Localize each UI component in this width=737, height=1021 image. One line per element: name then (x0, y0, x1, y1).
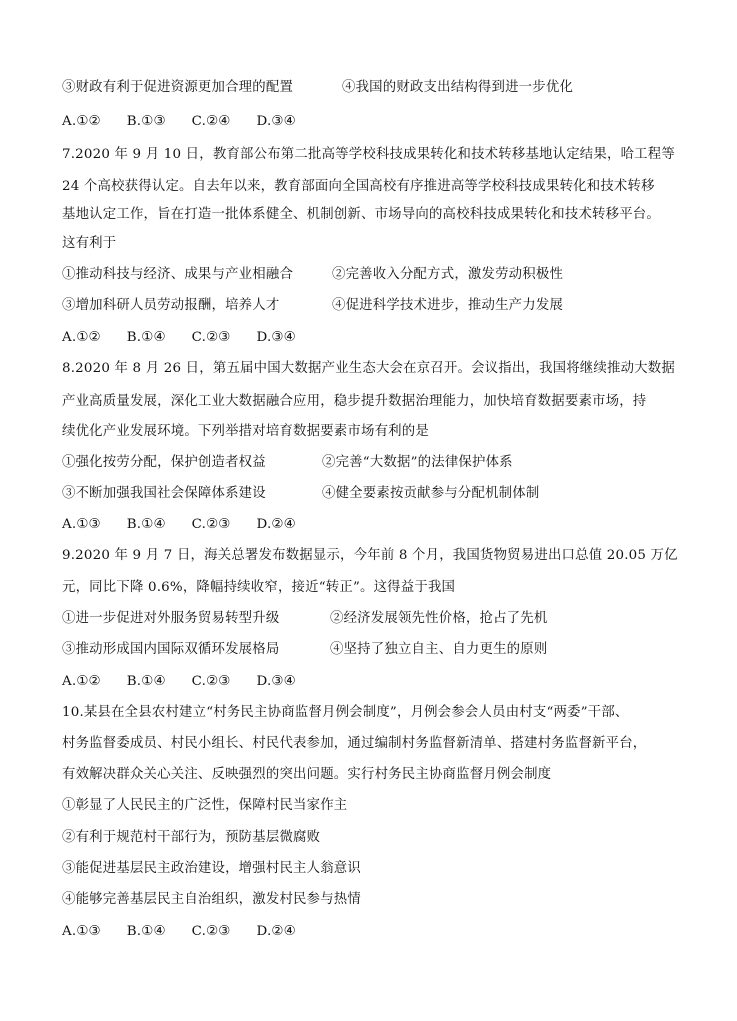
q7-stem-line-2: 24 个高校获得认定。自去年以来，教育部面向全国高校有序推进高等学校科技成果转化和技术转移 (62, 179, 655, 194)
q8-stem-line-3: 续优化产业发展环境。下列举措对培育数据要素市场有利的是 (62, 424, 429, 439)
q7-option-3: ③增加科研人员劳动报酬，培养人才 (62, 298, 280, 313)
q8-options-row-1 (62, 453, 513, 473)
q9-answer-c: C.②③ (191, 674, 231, 689)
q7-stem-line-1: 7.2020 年 9 月 10 日，教育部公布第二批高等学校科技成果转化和技术转移基地认定结果，哈工程等 (62, 147, 675, 162)
q10-stem-line-3: 有效解决群众关心关注、反映强烈的突出问题。实行村务民主协商监督月例会制度 (62, 767, 552, 782)
q8-answer-c: C.②③ (191, 517, 231, 532)
q8-stem-line-1: 8.2020 年 8 月 26 日，第五届中国大数据产业生态大会在京召开。会议指出，我国将继续推动大数据 (62, 361, 675, 376)
q10-answer-a: A.①③ (62, 924, 101, 939)
q8-stem-line-2: 产业高质量发展，深化工业大数据融合应用，稳步提升数据治理能力，加快培育数据要素市场，持 (62, 394, 647, 409)
q10-option-4: ④能够完善基层民主自治组织，激发村民参与热情 (62, 892, 361, 907)
q7-answer-c: C.②③ (191, 330, 231, 345)
q8-option-2: ②完善“大数据”的法律保护体系 (322, 455, 513, 470)
q10-option-3: ③能促进基层民主政治建设，增强村民主人翁意识 (62, 861, 361, 876)
q6-answer-b: B.①③ (126, 114, 166, 129)
q9-answer-d: D.③④ (256, 674, 296, 689)
q7-option-4: ④促进科学技术进步，推动生产力发展 (332, 298, 564, 313)
q9-answer-a: A.①② (62, 674, 101, 689)
q10-answer-d: D.②④ (256, 924, 296, 939)
q7-stem-line-3: 基地认定工作，旨在打造一批体系健全、机制创新、市场导向的高校科技成果转化和技术转移平台。 (62, 207, 660, 222)
q10-option-1: ①彰显了人民民主的广泛性，保障村民当家作主 (62, 798, 348, 813)
q6-answer-a: A.①② (62, 114, 101, 129)
q6-options-row-2 (62, 78, 573, 98)
q6-option-3: ③财政有利于促进资源更加合理的配置 (62, 80, 294, 95)
q9-option-4: ④坚持了独立自主、自力更生的原则 (330, 642, 548, 657)
q9-stem-line-2: 元，同比下降 0.6%，降幅持续收窄，接近“转正”。这得益于我国 (62, 580, 456, 595)
q6-answer-c: C.②④ (191, 114, 231, 129)
q6-answers (62, 112, 322, 132)
q8-answers (62, 515, 322, 535)
q7-answer-b: B.①④ (126, 330, 166, 345)
q9-option-2: ②经济发展领先性价格，抢占了先机 (330, 611, 548, 626)
q10-answer-b: B.①④ (126, 924, 166, 939)
q9-answers (62, 672, 322, 692)
q9-answer-b: B.①④ (126, 674, 166, 689)
q7-option-2: ②完善收入分配方式，激发劳动积极性 (332, 267, 564, 282)
q7-options-row-1 (62, 265, 563, 285)
q7-answer-d: D.③④ (256, 330, 296, 345)
q10-answer-c: C.②③ (191, 924, 231, 939)
q7-stem-line-4: 这有利于 (62, 236, 117, 251)
q8-option-4: ④健全要素按贡献参与分配机制体制 (322, 486, 540, 501)
q8-option-1: ①强化按劳分配，保护创造者权益 (62, 455, 266, 470)
q9-option-1: ①进一步促进对外服务贸易转型升级 (62, 611, 280, 626)
q10-answers (62, 922, 322, 942)
q10-option-2: ②有利于规范村干部行为，预防基层微腐败 (62, 830, 321, 845)
q7-options-row-2 (62, 296, 563, 316)
q7-answers (62, 328, 322, 348)
q7-option-1: ①推动科技与经济、成果与产业相融合 (62, 267, 294, 282)
q8-answer-d: D.②④ (256, 517, 296, 532)
q9-stem-line-1: 9.2020 年 9 月 7 日，海关总署发布数据显示，今年前 8 个月，我国货物贸易进出口总值 20.05 万亿 (62, 548, 678, 563)
q6-answer-d: D.③④ (256, 114, 296, 129)
q8-answer-a: A.①③ (62, 517, 101, 532)
q7-answer-a: A.①② (62, 330, 101, 345)
q6-option-4: ④我国的财政支出结构得到进一步优化 (342, 80, 574, 95)
q8-option-3: ③不断加强我国社会保障体系建设 (62, 486, 266, 501)
q9-options-row-1 (62, 609, 547, 629)
q8-answer-b: B.①④ (126, 517, 166, 532)
q9-option-3: ③推动形成国内国际双循环发展格局 (62, 642, 280, 657)
q8-options-row-2 (62, 484, 539, 504)
q10-stem-line-1: 10.某县在全县农村建立“村务民主协商监督月例会制度”，月例会参会人员由村支“两委”干部、 (62, 705, 629, 720)
q10-stem-line-2: 村务监督委成员、村民小组长、村民代表参加，通过编制村务监督新清单、搭建村务监督新平台， (62, 736, 647, 751)
q9-options-row-2 (62, 640, 547, 660)
